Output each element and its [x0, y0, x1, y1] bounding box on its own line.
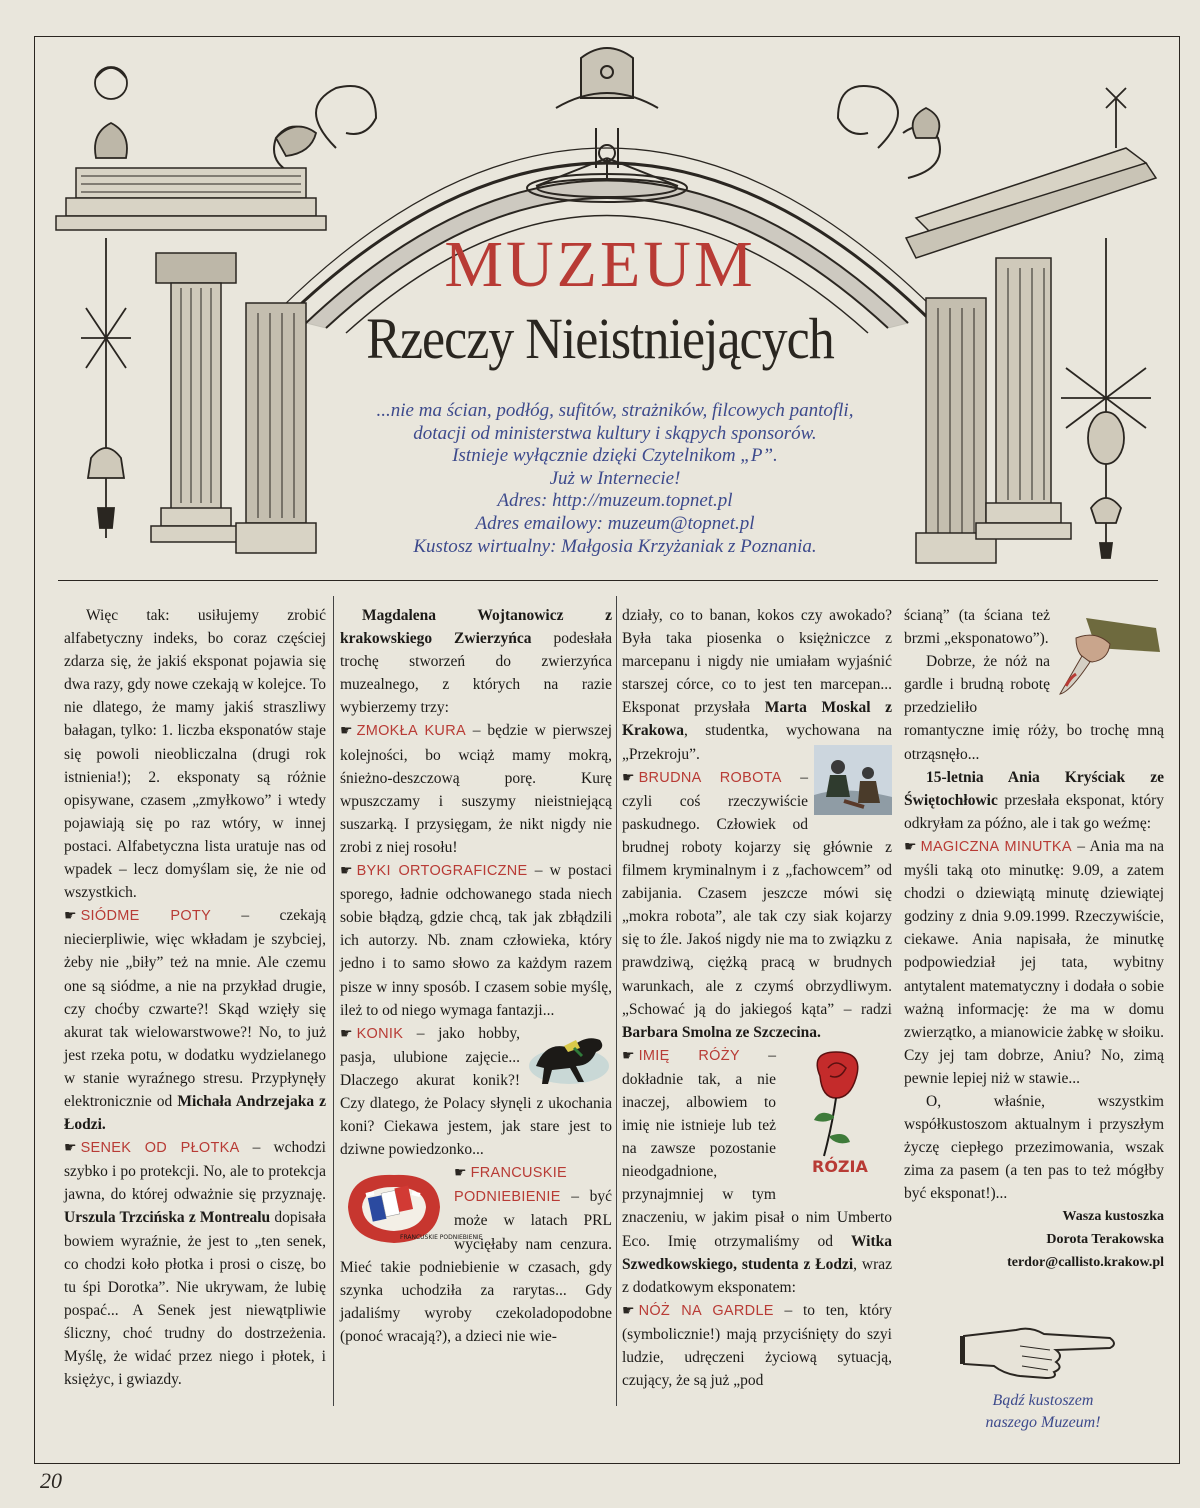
contributor-name: 15-letnia Ania Kryściak ze Świętochłowic	[904, 768, 1164, 809]
pointing-hand-icon: ☛	[64, 1141, 77, 1157]
pointing-hand-icon: ☛	[622, 770, 635, 786]
mouth-flag-illustration	[340, 1165, 483, 1251]
pointing-hand-icon: ☛	[622, 1303, 635, 1319]
intro-line: dotacji od ministerstwa kultury i skąpych sponsorów.	[413, 422, 817, 444]
exhibit-heading: SIÓDME POTY	[80, 908, 212, 925]
paragraph	[622, 604, 892, 766]
text: , wraz z dodatkowym eksponatem:	[622, 1255, 892, 1296]
pointing-hand-icon: ☛	[340, 1026, 353, 1042]
pointing-hand-icon: ☛	[340, 864, 353, 880]
exhibit-heading: FRANCUSKIE PODNIEBIENIE	[454, 1165, 568, 1206]
text: – wchodzi szybko i po protekcji. No, ale to protekcja jawna, do której odważnie się przyznaję.	[64, 1139, 326, 1204]
column-4	[904, 604, 1164, 1274]
text: – dokładnie tak, a nie inaczej, albowiem to imię nie istnieje lub też na zawsze pozostanie nieodgadnione, przynajmniej w tym znaczeniu, w jakim pisał o nim Umberto Eco. Imię otrzymaliśmy od	[622, 1046, 892, 1250]
exhibit-heading: ZMOKŁA KURA	[356, 723, 466, 740]
signature-name: Dorota Terakowska	[1046, 1232, 1164, 1248]
text: – będzie w pierwszej kolejności, bo wciąż mamy mokrą, śnieżno-deszczową porę. Kurę wpuszczamy i suszymy nieistniejącą suszarką. I przysięgam, że nikt nigdy nie zrobi z niej rosołu!	[340, 722, 613, 856]
contributor-name: Barbara Smolna ze Szczecina.	[622, 1023, 821, 1041]
workers-illustration	[814, 745, 892, 815]
paragraph	[622, 1299, 892, 1392]
text: – czekają niecierpliwie, więc wkładam je szybciej, żeby nie „biły” też na mnie. Ale czemu one są siódme, a nie na przykład drugie, czy choćby czwarte?! Skąd wzięły się akurat tak wielowarstwowe?! No, to już jest rzeka potu, w dodatku wydzielanego w stanie wyraźnego stresu. Przypłynęły elektronicznie od	[64, 907, 326, 1110]
paragraph	[904, 1090, 1164, 1205]
exhibit-heading: BYKI ORTOGRAFICZNE	[356, 863, 528, 880]
contributor-name: Urszula Trzcińska z Montrealu	[64, 1209, 271, 1227]
text: podesłała trochę stworzeń do zwierzyńca muzealnego, z których na razie wybierzemy trzy:	[340, 630, 612, 717]
signature-greeting: Wasza kustoszka	[1062, 1209, 1164, 1225]
rose-illustration	[780, 1046, 892, 1184]
column-3	[622, 604, 892, 1392]
page-title: MUZEUM	[444, 228, 756, 301]
intro-line: Adres emailowy: muzeum@topnet.pl	[475, 512, 755, 534]
exhibit-heading: NÓŻ NA GARDLE	[638, 1302, 774, 1319]
paragraph	[340, 859, 612, 1022]
paragraph	[64, 604, 326, 904]
paragraph	[904, 835, 1164, 1090]
text: przesłała eksponat, który odkryłam za późno, ale i tak go weźmę:	[904, 791, 1164, 832]
page-subtitle: Rzeczy Nieistniejących	[366, 307, 834, 372]
pointing-hand-engraving	[960, 1316, 1120, 1382]
text: – Ania ma na myśli taką oto minutkę: 9.09, a zatem chodzi o dziewiątą minutę dziewiątej godziny z dnia 9.09.1999. Rzeczywiście, ciekawe. Ania napisała, że minutkę podpowiedział jej tata, wybitny antytalent matematyczny i dodała o sobie ważną informację: że ma w domu zwierzątko, a mianowicie żabkę w słoiku. Czy jej tam dobrze, Aniu? No, zimą pewnie lepiej niż w stawie...	[904, 837, 1165, 1087]
text: – to ten, który (symbolicznie!) mają przyciśnięty do szyi ludzie, udręczeni życiową sytuacją, czujący, że są już „pod	[622, 1301, 892, 1390]
flag-caption: FRANCUSKIE PODNIEBIENIE	[400, 1234, 483, 1242]
intro-line: Kustosz wirtualny: Małgosia Krzyżaniak z Poznania.	[413, 535, 817, 557]
column-divider	[616, 596, 617, 1406]
pointing-hand-icon: ☛	[64, 909, 77, 925]
column-1	[64, 604, 326, 1391]
intro-line: ...nie ma ścian, podłóg, sufitów, strażników, filcowych pantofli,	[376, 400, 854, 421]
header-rule	[58, 580, 1158, 581]
contributor-name: Michała Andrzejaka z Łodzi.	[64, 1092, 326, 1134]
paragraph	[64, 1136, 326, 1391]
paragraph	[340, 719, 612, 859]
text: ścianą” (ta ściana też brzmi „eksponatowo”).	[904, 607, 1050, 648]
intro-line: Adres: http://muzeum.topnet.pl	[497, 490, 733, 512]
pointing-hand-icon: ☛	[454, 1166, 467, 1182]
intro-line: Już w Internecie!	[549, 467, 681, 489]
closing-line: Bądź kustoszem	[992, 1392, 1094, 1409]
pointing-hand-icon: ☛	[904, 839, 917, 855]
exhibit-heading: IMIĘ RÓŻY	[638, 1047, 740, 1064]
text: – w postaci sporego, ładnie odchowanego stada niech sobie błądzą, gdzie chcą, tak jak zbłądzili ich autorzy. Nb. znam człowieka, który jedno i to samo słowo za każdym razem pisze w inny sposób. I czasem sobie myślę, ileż to od niego wymaga fantazji...	[340, 862, 612, 1019]
text: – jako hobby, pasja, ulubione zajęcie... Dlaczego akurat konik?! Czy dlatego, że Polacy słynęli z ukochania koni? Ciekawa jestem, jak stare jest to dziwne powiedzonko...	[340, 1024, 612, 1159]
signature-block	[904, 1205, 1164, 1274]
column-divider	[333, 596, 334, 1406]
exhibit-heading: KONIK	[356, 1025, 404, 1042]
text: Dobrze, że nóż na gardle i brudną robotę przedzieliło romantyczne imię róży, bo trochę mną otrząsnęło...	[904, 653, 1164, 763]
text: Więc tak: usiłujemy zrobić alfabetyczny indeks, bo coraz częściej zdarza się, że jakiś eksponat pojawia się dwa razy, gdy nowe czekają w kolejce. To nie dlatego, że mamy jakiś straszliwy bałagan, tylko: 1. liczba eksponatów staje się powoli nieobliczalna (drugi rok istnienia!); 2. eksponaty są różnie opisywane, czasem „zmyłkowo” i wtedy pojawiają się po raz wtóry, w innej postaci. Alfabetyczna lista uratuje nas od wpadek – lecz domyślam się, że nie od wszystkich.	[64, 607, 326, 902]
text: dopisała bowiem wyraźnie, że jest to „ten senek, co chodzi koło płotka i prosi o ciszę, bo tu śpi Dorotka”. Nie ukrywam, że lubię pospać... A Senek jest niewątpliwie śliczny, choć trudny do dostrzeżenia. Myślę, że widać przez niego i płotek, i księżyc, i gwiazdy.	[64, 1209, 326, 1389]
signature-email: terdor@callisto.krakow.pl	[1007, 1255, 1164, 1271]
exhibit-heading: SENEK OD PŁOTKA	[80, 1140, 240, 1157]
pointing-hand-icon: ☛	[340, 724, 353, 740]
exhibit-heading: MAGICZNA MINUTKA	[920, 838, 1072, 855]
paragraph	[340, 604, 612, 719]
exhibit-heading: BRUDNA ROBOTA	[638, 769, 782, 786]
horse-illustration	[526, 1026, 612, 1088]
intro-line: Istnieje wyłącznie dzięki Czytelnikom „P”.	[452, 445, 778, 467]
contributor-name: Magdalena Wojtanowicz z krakowskiego Zwierzyńca	[340, 607, 612, 648]
intro-text	[330, 400, 900, 558]
column-2	[340, 604, 612, 1348]
rose-caption: RÓZIA	[812, 1156, 868, 1176]
pointing-hand-icon: ☛	[622, 1048, 635, 1064]
closing-slogan	[948, 1390, 1138, 1434]
text: O, właśnie, wszystkim współkustoszom aktualnym i przyszłym życzę ciepłego przezimowania, wszak zima za pasem (a ten pas to też mógłby być eksponat!)...	[904, 1092, 1164, 1203]
knife-hand-illustration	[1056, 608, 1164, 700]
text: działy, co to banan, kokos czy awokado? Była taka piosenka o księżniczce z marcepanu i nigdy nie umiałam wyjaśnić starszej córce, co to jest ten marcepan... Eksponat przysłała	[622, 607, 892, 717]
paragraph	[64, 904, 326, 1136]
text: – czyli coś rzeczywiście paskudnego. Człowiek od brudnej roboty kojarzy się głównie z filmem kryminalnym i z „fachowcem” od zabijania. Czasem jeszcze mówi się „mokra robota”, ale tak czy siak kojarzy się to źle. Jakoś nigdy nie ma to związku z prawdziwą, ciężką pracą w brudnych warunkach, ale z czymś obrzydliwym. „Schować ją do jakiegoś kąta” – radzi	[622, 768, 892, 1018]
text: , studentka, wychowana na „Przekroju”.	[622, 722, 892, 763]
text: – być może w latach PRL wycięłaby nam cenzura. Mieć takie podniebienie w czasach, gdy szynka uchodziła za rarytas... Gdy jadaliśmy wyroby czekoladopodobne (ponoć wracają?), a dzieci nie wie-	[340, 1188, 612, 1345]
page-number: 20	[40, 1468, 62, 1493]
paragraph	[904, 766, 1164, 835]
closing-line: naszego Muzeum!	[985, 1414, 1101, 1431]
contributor-name: Marta Moskal z Krakowa	[622, 699, 892, 740]
contributor-name: Witka Szwedkowskiego, studenta z Łodzi	[622, 1232, 892, 1273]
